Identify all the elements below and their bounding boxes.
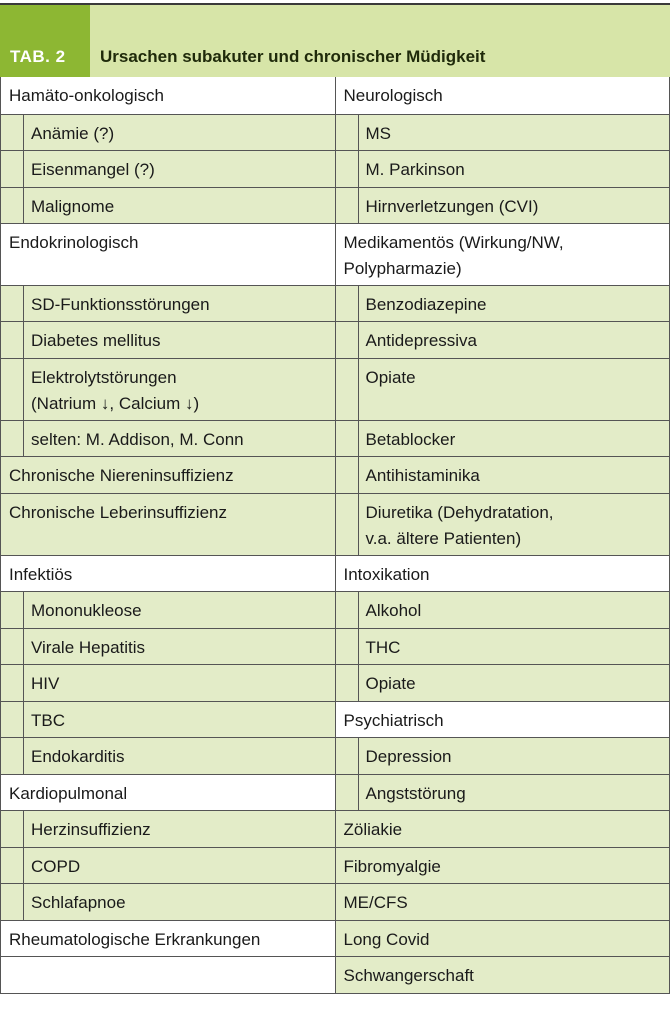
indent-marker xyxy=(1,359,24,420)
cell-text xyxy=(359,665,424,701)
cell-line: Mononukleose xyxy=(31,601,142,620)
table-row xyxy=(1,420,669,456)
table-cell-right xyxy=(336,738,670,774)
cell-line: Diuretika (Dehydratation, xyxy=(365,503,554,522)
table-cell-left xyxy=(1,811,336,847)
cell-text xyxy=(24,811,159,847)
cell-line: COPD xyxy=(31,857,81,876)
table-cell-left xyxy=(1,556,336,591)
cell-text xyxy=(24,115,122,150)
cell-text xyxy=(24,359,207,420)
cell-text xyxy=(336,556,438,591)
table-cell-left xyxy=(1,629,336,664)
cell-line: Herzinsuffizienz xyxy=(31,820,151,839)
table-cell-left xyxy=(1,77,336,114)
table-cell-left xyxy=(1,421,336,456)
cell-line: Hamäto-onkologisch xyxy=(9,86,164,105)
table-cell-left xyxy=(1,848,336,883)
cell-text xyxy=(336,884,416,920)
indent-marker xyxy=(336,322,359,358)
cell-line: Schwangerschaft xyxy=(343,966,474,985)
table-cell-right xyxy=(336,286,670,321)
table-row xyxy=(1,847,669,883)
table-cell-right xyxy=(336,115,670,150)
indent-marker xyxy=(1,738,24,774)
indent-marker xyxy=(1,811,24,847)
cell-text xyxy=(24,286,218,321)
table-cell-right xyxy=(336,592,670,628)
cell-text xyxy=(24,884,134,920)
table-row xyxy=(1,114,669,150)
cell-line: Endokarditis xyxy=(31,747,125,766)
table-cell-left xyxy=(1,151,336,187)
tab-badge xyxy=(0,5,90,77)
table-cell-left xyxy=(1,494,336,555)
indent-marker xyxy=(336,421,359,456)
cell-line: MS xyxy=(365,124,391,143)
table-cell-right xyxy=(336,188,670,223)
cell-line: THC xyxy=(365,638,401,657)
table-cell-right xyxy=(336,957,670,993)
table-row xyxy=(1,77,669,114)
cell-text xyxy=(359,286,495,321)
cell-text xyxy=(24,322,168,358)
indent-marker xyxy=(336,629,359,664)
cell-text xyxy=(336,921,438,956)
table-cell-right xyxy=(336,775,670,810)
cell-line: Schlafapnoe xyxy=(31,893,126,912)
table-row xyxy=(1,555,669,591)
cell-line: Polypharmazie) xyxy=(343,259,462,278)
cell-line: Eisenmangel (?) xyxy=(31,160,155,179)
table-cell-left xyxy=(1,592,336,628)
table-row xyxy=(1,628,669,664)
cell-line: Infektiös xyxy=(9,565,73,584)
table-row xyxy=(1,737,669,774)
cell-text xyxy=(24,592,150,628)
table-header xyxy=(0,3,670,77)
cell-line: Virale Hepatitis xyxy=(31,638,146,657)
cell-line: Endokrinologisch xyxy=(9,233,139,252)
indent-marker xyxy=(1,322,24,358)
table-cell-left xyxy=(1,322,336,358)
indent-marker xyxy=(336,494,359,555)
cell-text xyxy=(359,359,424,420)
cell-line: Betablocker xyxy=(365,430,456,449)
cell-text xyxy=(359,151,473,187)
cell-text xyxy=(1,775,135,810)
cell-line: (Natrium ↓, Calcium ↓) xyxy=(31,394,200,413)
cell-line: Kardiopulmonal xyxy=(9,784,128,803)
cell-line: Depression xyxy=(365,747,452,766)
cell-text xyxy=(359,775,474,810)
table-row xyxy=(1,591,669,628)
cell-line: Zöliakie xyxy=(343,820,403,839)
cell-line: Antihistaminika xyxy=(365,466,480,485)
cell-text xyxy=(24,702,73,737)
cell-text xyxy=(359,738,460,774)
cell-line: Opiate xyxy=(365,368,416,387)
table-cell-right xyxy=(336,702,670,737)
cell-line: TBC xyxy=(31,711,65,730)
table-cell-left xyxy=(1,957,336,993)
cell-text xyxy=(24,738,133,774)
cell-text xyxy=(24,421,252,456)
table-cell-right xyxy=(336,322,670,358)
cell-text xyxy=(336,702,452,737)
cell-line: HIV xyxy=(31,674,60,693)
table-cell-left xyxy=(1,115,336,150)
cell-text xyxy=(336,224,572,285)
indent-marker xyxy=(336,188,359,223)
indent-marker xyxy=(336,665,359,701)
cell-text xyxy=(24,188,122,223)
table-cell-left xyxy=(1,884,336,920)
indent-marker xyxy=(1,702,24,737)
cell-text xyxy=(359,494,562,555)
cell-line: Psychiatrisch xyxy=(343,711,444,730)
cell-line: SD-Funktionsstörungen xyxy=(31,295,210,314)
table-cell-left xyxy=(1,286,336,321)
cell-line: Rheumatologische Erkrankungen xyxy=(9,930,261,949)
indent-marker xyxy=(1,421,24,456)
indent-marker xyxy=(336,286,359,321)
cell-line: Long Covid xyxy=(343,930,430,949)
cell-line: Benzodiazepine xyxy=(365,295,487,314)
table-cell-right xyxy=(336,629,670,664)
table-cell-left xyxy=(1,188,336,223)
table-cell-right xyxy=(336,494,670,555)
cell-line: Medikamentös (Wirkung/NW, xyxy=(343,233,564,252)
cell-text xyxy=(359,188,547,223)
table-row xyxy=(1,774,669,810)
cell-line: Fibromyalgie xyxy=(343,857,441,876)
table-cell-right xyxy=(336,421,670,456)
table-row xyxy=(1,493,669,555)
cell-line: Hirnverletzungen (CVI) xyxy=(365,197,539,216)
indent-marker xyxy=(336,151,359,187)
cell-text xyxy=(1,957,17,993)
cell-line: Opiate xyxy=(365,674,416,693)
table-cell-left xyxy=(1,665,336,701)
table-cell-right xyxy=(336,457,670,493)
cell-text xyxy=(1,494,235,555)
cell-text xyxy=(359,421,464,456)
cell-line: Chronische Niereninsuffizienz xyxy=(9,466,234,485)
indent-marker xyxy=(336,359,359,420)
table-cell-left xyxy=(1,738,336,774)
table-row xyxy=(1,187,669,223)
table-row xyxy=(1,358,669,420)
cell-line: Alkohol xyxy=(365,601,422,620)
table-cell-right xyxy=(336,921,670,956)
table-cell-left xyxy=(1,224,336,285)
cell-text xyxy=(336,77,451,114)
table-cell-right xyxy=(336,848,670,883)
table-row xyxy=(1,920,669,956)
cell-line: Neurologisch xyxy=(343,86,443,105)
table-cell-left xyxy=(1,457,336,493)
table-row xyxy=(1,810,669,847)
cell-line: M. Parkinson xyxy=(365,160,465,179)
indent-marker xyxy=(1,286,24,321)
cell-text xyxy=(1,457,242,493)
cell-line: selten: M. Addison, M. Conn xyxy=(31,430,244,449)
cell-text xyxy=(24,848,88,883)
table-row xyxy=(1,321,669,358)
indent-marker xyxy=(1,629,24,664)
indent-marker xyxy=(1,151,24,187)
table-title: Ursachen subakuter und chronischer Müdigkeit xyxy=(100,47,486,66)
cell-line: Intoxikation xyxy=(343,565,430,584)
cell-text xyxy=(359,115,400,150)
cell-text xyxy=(24,665,67,701)
indent-marker xyxy=(1,115,24,150)
table-row xyxy=(1,150,669,187)
tab-badge-label: TAB. 2 xyxy=(10,47,66,66)
indent-marker xyxy=(1,665,24,701)
cell-text xyxy=(24,151,163,187)
table-cell-left xyxy=(1,359,336,420)
cell-text xyxy=(1,556,80,591)
table-row xyxy=(1,883,669,920)
cell-text xyxy=(336,811,411,847)
indent-marker xyxy=(336,592,359,628)
table-cell-right xyxy=(336,665,670,701)
table-row xyxy=(1,956,669,993)
indent-marker xyxy=(1,592,24,628)
table-cell-left xyxy=(1,702,336,737)
table-row xyxy=(1,223,669,285)
table-row xyxy=(1,456,669,493)
indent-marker xyxy=(1,188,24,223)
cell-line: Malignome xyxy=(31,197,115,216)
table-cell-left xyxy=(1,775,336,810)
cell-line: Diabetes mellitus xyxy=(31,331,161,350)
table-row xyxy=(1,664,669,701)
indent-marker xyxy=(336,738,359,774)
indent-marker xyxy=(1,848,24,883)
table-cell-right xyxy=(336,151,670,187)
cell-line: Antidepressiva xyxy=(365,331,478,350)
cell-text xyxy=(359,457,488,493)
table-cell-right xyxy=(336,884,670,920)
cell-text xyxy=(336,957,482,993)
cell-text xyxy=(24,629,153,664)
table-cell-right xyxy=(336,811,670,847)
cell-line: Chronische Leberinsuffizienz xyxy=(9,503,227,522)
table-body xyxy=(0,77,670,994)
indent-marker xyxy=(336,115,359,150)
cell-line: Angststörung xyxy=(365,784,466,803)
cell-line: v.a. ältere Patienten) xyxy=(365,529,522,548)
cell-line: ME/CFS xyxy=(343,893,408,912)
table-row xyxy=(1,701,669,737)
cell-text xyxy=(1,77,172,114)
table-cell-left xyxy=(1,921,336,956)
cell-line: Anämie (?) xyxy=(31,124,115,143)
cell-text xyxy=(359,629,409,664)
table-row xyxy=(1,285,669,321)
indent-marker xyxy=(336,457,359,493)
cell-text xyxy=(1,224,146,285)
table-cell-right xyxy=(336,359,670,420)
table-cell-right xyxy=(336,77,670,114)
indent-marker xyxy=(1,884,24,920)
cell-text xyxy=(336,848,449,883)
table-cell-right xyxy=(336,556,670,591)
cell-line: Elektrolytstörungen xyxy=(31,368,177,387)
cell-text xyxy=(359,322,486,358)
cell-text xyxy=(359,592,430,628)
indent-marker xyxy=(336,775,359,810)
table-cell-right xyxy=(336,224,670,285)
cell-text xyxy=(1,921,268,956)
